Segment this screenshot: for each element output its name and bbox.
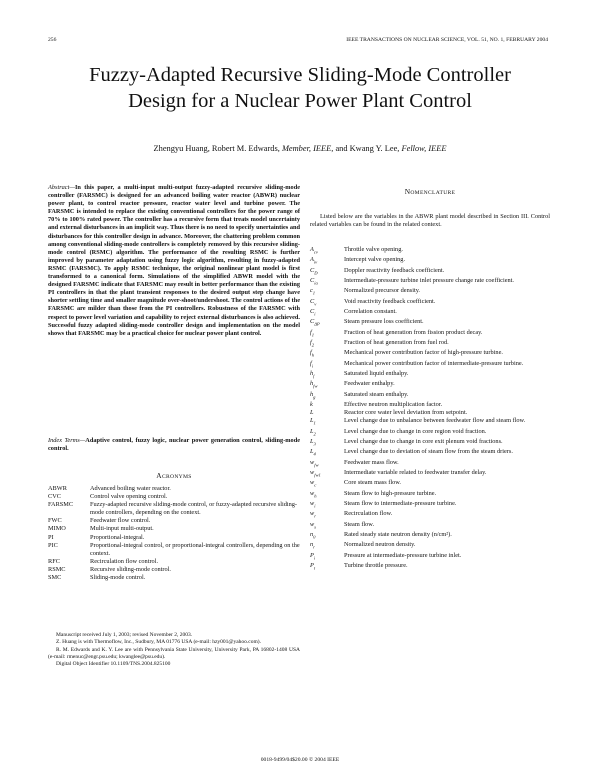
nomenclature-definition: Normalized precursor density. bbox=[344, 287, 421, 295]
nomenclature-definition: Intercept valve opening. bbox=[344, 256, 406, 264]
acronym-row bbox=[48, 501, 300, 517]
nomenclature-definition: Fraction of heat generation from fuel rod. bbox=[344, 339, 449, 347]
acronym-definition: Control valve opening control. bbox=[90, 493, 168, 501]
nomenclature-row bbox=[310, 552, 550, 562]
nomenclature-definition: Steam flow to intermediate-pressure turbine. bbox=[344, 500, 457, 508]
nomenclature-definition: Feedwater enthalpy. bbox=[344, 380, 395, 388]
acronym-key: PI bbox=[48, 533, 54, 541]
nomenclature-symbol: $f_1$ bbox=[310, 328, 315, 337]
nomenclature-definition: Level change due to change in core region void fraction. bbox=[344, 427, 487, 435]
nomenclature-definition: Feedwater mass flow. bbox=[344, 458, 399, 466]
nomenclature-row bbox=[310, 562, 550, 572]
nomenclature-symbol: $w_r$ bbox=[310, 510, 316, 519]
author-line bbox=[60, 144, 540, 153]
author-segment: , and Kwang Y. Lee, bbox=[331, 144, 402, 153]
nomenclature-intro: Listed below are the variables in the ABWR plant model described in Section III. Control related variables can be found in the related context. bbox=[310, 213, 550, 229]
footnotes bbox=[48, 632, 300, 668]
nomenclature-symbol: $n_r$ bbox=[310, 541, 315, 550]
acronym-definition: Feedwater flow control. bbox=[90, 517, 151, 525]
nomenclature-definition: Rated steady state neutron density (n/cm²). bbox=[344, 531, 452, 539]
acronym-key: CVC bbox=[48, 493, 61, 501]
nomenclature-row bbox=[310, 308, 550, 318]
nomenclature-symbol: $w_c$ bbox=[310, 479, 317, 488]
footnote: Manuscript received July 1, 2003; revised November 2, 2003. bbox=[56, 632, 193, 638]
nomenclature-symbol: $f_i$ bbox=[310, 359, 314, 369]
acronym-row bbox=[48, 574, 300, 582]
author-segment: Member, IEEE bbox=[281, 144, 332, 153]
nomenclature-row bbox=[310, 267, 550, 277]
abstract-label: Abstract— bbox=[48, 184, 75, 191]
nomenclature-row bbox=[310, 428, 550, 438]
nomenclature-row bbox=[310, 401, 550, 409]
nomenclature-definition: Steam pressure loss coefficient. bbox=[344, 318, 424, 326]
acronym-row bbox=[48, 485, 300, 493]
nomenclature-heading bbox=[310, 187, 550, 196]
acronym-key: ABWR bbox=[48, 485, 67, 492]
nomenclature-symbol: k bbox=[310, 401, 313, 409]
acronym-key: FARSMC bbox=[48, 501, 74, 509]
nomenclature-row bbox=[310, 370, 550, 380]
paper-title: Fuzzy-Adapted Recursive Sliding-Mode Controller Design for a Nuclear Power Plant Control bbox=[89, 64, 511, 112]
nomenclature-symbol: $w_h$ bbox=[310, 489, 317, 498]
nomenclature-row bbox=[310, 459, 550, 469]
acronym-row bbox=[48, 517, 300, 525]
nomenclature-symbol: $C_i$ bbox=[310, 308, 316, 317]
acronym-definition: Proportional-integral. bbox=[90, 533, 145, 541]
nomenclature-symbol: $h_g$ bbox=[310, 390, 316, 400]
nomenclature-row bbox=[310, 510, 550, 520]
nomenclature-definition: Turbine throttle pressure. bbox=[344, 562, 408, 570]
nomenclature-row bbox=[310, 417, 550, 427]
acronym-row bbox=[48, 534, 300, 542]
nomenclature-definition: Normalized neutron density. bbox=[344, 541, 416, 549]
heading-initial: A bbox=[156, 471, 162, 480]
nomenclature-symbol: $h_{fw}$ bbox=[310, 380, 318, 389]
acronym-row bbox=[48, 493, 300, 501]
nomenclature-definition: Intermediate variable related to feedwater transfer delay. bbox=[344, 469, 487, 477]
acronym-definition: Fuzzy-adapted recursive sliding-mode control, or fuzzy-adapted recursive sliding-mode controllers, depending on the context. bbox=[90, 501, 298, 517]
nomenclature-row bbox=[310, 438, 550, 448]
acronym-definition: Proportional-integral control, or proportional-integral controllers, depending on the context. bbox=[90, 541, 300, 557]
acronym-key: SMC bbox=[48, 574, 62, 582]
nomenclature-definition: Level change due to deviation of steam flow from the steam driers. bbox=[344, 448, 513, 456]
nomenclature-symbol: $P_t$ bbox=[310, 562, 316, 571]
heading-rest: OMENCLATURE bbox=[410, 190, 456, 196]
author-segment: Zhengyu Huang, Robert M. Edwards, bbox=[153, 144, 282, 153]
nomenclature-symbol: $P_i$ bbox=[310, 551, 316, 561]
nomenclature-row bbox=[310, 479, 550, 489]
acronym-list bbox=[48, 485, 300, 582]
heading-initial: N bbox=[404, 187, 411, 196]
nomenclature-symbol: $w_{fw1}$ bbox=[310, 469, 321, 478]
nomenclature-symbol: $L_4$ bbox=[310, 448, 316, 457]
nomenclature-definition: Throttle valve opening. bbox=[344, 246, 403, 253]
acronym-row bbox=[48, 566, 300, 574]
nomenclature-symbol: $h_f$ bbox=[310, 370, 315, 379]
nomenclature-definition: Correlation constant. bbox=[344, 308, 397, 316]
nomenclature-row bbox=[310, 287, 550, 297]
nomenclature-symbol: $L_1$ bbox=[310, 417, 316, 426]
acronym-definition: Recirculation flow control. bbox=[90, 557, 159, 565]
footnote: Z. Huang is with Thermoflow, Inc., Sudbury, MA 01776 USA (e-mail: hzy001@yahoo.com). bbox=[56, 639, 261, 646]
nomenclature-definition: Doppler reactivity feedback coefficient. bbox=[344, 266, 445, 274]
nomenclature-symbol: $C_{\Delta P}$ bbox=[310, 318, 320, 327]
abstract bbox=[48, 184, 300, 338]
nomenclature-symbol: $C_D$ bbox=[310, 266, 318, 275]
nomenclature-symbol: $f_h$ bbox=[310, 349, 315, 358]
nomenclature-row bbox=[310, 469, 550, 479]
nomenclature-symbol: $C_{ia}$ bbox=[310, 277, 318, 286]
acronym-row bbox=[48, 558, 300, 566]
nomenclature-row bbox=[310, 349, 550, 359]
nomenclature-symbol: $L_2$ bbox=[310, 427, 316, 436]
acronym-definition: Multi-input multi-output. bbox=[90, 525, 154, 533]
page-number: 256 bbox=[48, 37, 57, 43]
acronym-key: RSMC bbox=[48, 565, 66, 573]
nomenclature-row bbox=[310, 500, 550, 510]
acronym-definition: Sliding-mode control. bbox=[90, 574, 146, 582]
nomenclature-row bbox=[310, 246, 550, 256]
nomenclature-symbol: $n_0$ bbox=[310, 531, 316, 540]
index-terms-label: Index Terms— bbox=[48, 437, 86, 444]
nomenclature-row bbox=[310, 318, 550, 328]
nomenclature-symbol: $A_{cv}$ bbox=[310, 246, 318, 255]
nomenclature-definition: Pressure at intermediate-pressure turbine inlet. bbox=[344, 551, 462, 559]
nomenclature-symbol: $C_v$ bbox=[310, 297, 317, 306]
nomenclature-symbol: $f_2$ bbox=[310, 339, 315, 348]
nomenclature-symbol: $A_{iv}$ bbox=[310, 256, 318, 265]
nomenclature-row bbox=[310, 448, 550, 458]
nomenclature-row bbox=[310, 521, 550, 531]
nomenclature-symbol: $L_3$ bbox=[310, 438, 316, 447]
nomenclature-list bbox=[310, 246, 550, 573]
acronym-key: FWC bbox=[48, 517, 62, 525]
nomenclature-definition: Reactor core water level deviation from setpoint. bbox=[344, 409, 468, 417]
heading-rest: CRONYMS bbox=[161, 474, 192, 480]
nomenclature-definition: Saturated liquid enthalpy. bbox=[344, 370, 409, 378]
nomenclature-row bbox=[310, 409, 550, 417]
footnote: Digital Object Identifier 10.1109/TNS.2004.825100 bbox=[56, 661, 171, 668]
nomenclature-definition: Recirculation flow. bbox=[344, 510, 393, 518]
nomenclature-definition: Saturated steam enthalpy. bbox=[344, 390, 409, 398]
nomenclature-definition: Void reactivity feedback coefficient. bbox=[344, 297, 436, 305]
nomenclature-symbol: $w_s$ bbox=[310, 520, 316, 530]
nomenclature-definition: Mechanical power contribution factor of high-pressure turbine. bbox=[344, 349, 503, 357]
footnote: R. M. Edwards and K. Y. Lee are with Pennsylvania State University, University Park, PA 16802-1408 USA (e-mail: rmenuc@engr.psu.edu; kwanglee@psu.edu). bbox=[48, 646, 300, 660]
nomenclature-row bbox=[310, 339, 550, 349]
acronyms-heading bbox=[48, 471, 300, 480]
nomenclature-symbol: $w_{fw}$ bbox=[310, 458, 319, 467]
nomenclature-symbol: L bbox=[310, 409, 314, 417]
abstract-text: In this paper, a multi-input multi-output fuzzy-adapted recursive sliding-mode controller (FARSMC) is designed for an advanced boiling water reactor (ABWR) nuclear power plant, to control reactor pressure, reactor water level and turbine power. The FARSMC is intended to replace the existing conventional controllers for the power range of 70% to 100% rated power. The controller has a recursive form that treats model uncertainty and external disturbances in an implicit way. Thus there is no need to specify unertainties and disturbances for this controller design in advance. Moreover, the chattering problem common among conventional sliding-mode controllers is completely removed by this recursive sliding-mode control (RSMC) algorithm. The performance of the resulting RSMC is further improved by parameter adaptation using fuzzy logic algorithm, resulting in fuzzy-adapted RSMC (FARSMC). To apply RSMC technique, the original nonlinear plant model is first transformed to a canonical form. Simulations of the simplified ABWR model with the designed FARSMC indicate that FARSMC may result in better performance than the existing PI controllers in that the plant transient responses to the desired output step change have shorter settling time and smaller magnitude over-shoot/undershoot. The control actions of the FARSMC are milder than those from the PI controllers. Robustness of the FARSMC with respect to power level variation and capability to reject external disturbances is also achieved. Successful fuzzy adapted sliding-mode controller design and implementation on the model shows that FARSMC may be a practical choice for nuclear power plant control. bbox=[48, 184, 300, 337]
index-terms-text: Adaptive control, fuzzy logic, nuclear power generation control, sliding-mode control. bbox=[48, 437, 300, 453]
nomenclature-symbol: $c_1$ bbox=[310, 287, 316, 296]
nomenclature-definition: Level change due to change in core exit plenum void fractions. bbox=[344, 438, 503, 446]
acronym-row bbox=[48, 525, 300, 533]
acronym-key: MIMO bbox=[48, 525, 66, 533]
nomenclature-definition: Level change due to unbalance between feedwater flow and steam flow. bbox=[344, 417, 526, 425]
nomenclature-row bbox=[310, 277, 550, 287]
journal-header: IEEE TRANSACTIONS ON NUCLEAR SCIENCE, VOL. 51, NO. 1, FEBRUARY 2004 bbox=[346, 37, 548, 43]
acronym-key: RFC bbox=[48, 557, 60, 565]
nomenclature-row bbox=[310, 360, 550, 370]
acronym-definition: Advanced boiling water reactor. bbox=[90, 485, 171, 492]
nomenclature-definition: Steam flow. bbox=[344, 520, 375, 528]
acronym-definition: Recursive sliding-mode control. bbox=[90, 565, 171, 573]
copyright-footer: 0018-9499/04$20.00 © 2004 IEEE bbox=[260, 757, 340, 763]
nomenclature-definition: Mechanical power contribution factor of intermediate-pressure turbine. bbox=[344, 359, 524, 367]
nomenclature-row bbox=[310, 329, 550, 339]
nomenclature-definition: Core steam mass flow. bbox=[344, 479, 401, 487]
index-terms bbox=[48, 437, 300, 453]
nomenclature-definition: Fraction of heat generation from fission product decay. bbox=[344, 328, 483, 336]
nomenclature-row bbox=[310, 256, 550, 266]
nomenclature-row bbox=[310, 541, 550, 551]
nomenclature-definition: Steam flow to high-pressure turbine. bbox=[344, 489, 437, 497]
acronym-row bbox=[48, 542, 300, 558]
nomenclature-row bbox=[310, 298, 550, 308]
acronym-key: PIC bbox=[48, 541, 58, 549]
nomenclature-definition: Intermediate-pressure turbine inlet pressure change rate coefficient. bbox=[344, 277, 514, 285]
nomenclature-row bbox=[310, 490, 550, 500]
nomenclature-definition: Effective neutron multiplication factor. bbox=[344, 401, 443, 409]
nomenclature-row bbox=[310, 391, 550, 401]
nomenclature-row bbox=[310, 531, 550, 541]
nomenclature-row bbox=[310, 380, 550, 390]
author-segment: Fellow, IEEE bbox=[401, 144, 447, 153]
nomenclature-symbol: $w_i$ bbox=[310, 500, 316, 509]
